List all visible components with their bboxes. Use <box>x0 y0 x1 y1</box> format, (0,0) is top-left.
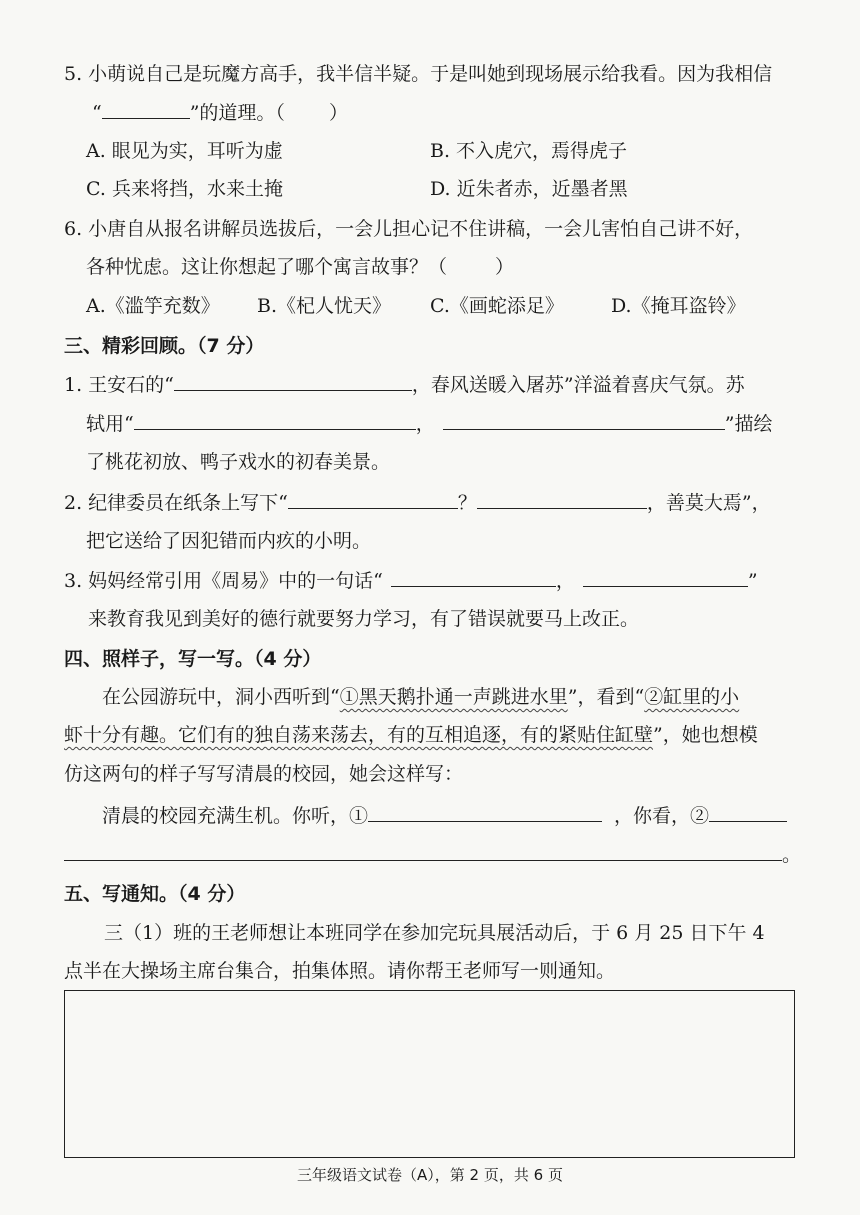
q5-option-d[interactable]: D. 近朱者赤，近墨者黑 <box>430 178 628 200</box>
q6-stem-line1: 6. 小唐自从报名讲解员选拔后，一会儿担心记不住讲稿，一会儿害怕自己讲不好， <box>64 218 754 240</box>
s4-end-period: 。 <box>782 844 802 866</box>
s3-q1-line1 <box>64 372 745 397</box>
s3-q3-prefix: 3. 妈妈经常引用《周易》中的一句话“ <box>64 570 383 592</box>
s4-example2-wavy: ②缸里的小 <box>644 686 740 708</box>
s4-para-line2 <box>64 723 758 747</box>
s4-p1-text2: ”，看到“ <box>567 686 645 708</box>
s4-answer-blank1[interactable] <box>368 803 602 822</box>
s4-p2-tail: ”，她也想模 <box>653 724 758 746</box>
s3-q1-line3: 了桃花初放、鸭子戏水的初春美景。 <box>86 451 391 473</box>
q5-quote-open: “ <box>92 102 102 124</box>
section3-title: 三、精彩回顾。（7 分） <box>64 335 265 357</box>
q6-paren-close: ） <box>495 256 515 278</box>
q6-option-b[interactable]: B.《杞人忧天》 <box>257 295 392 317</box>
s3-q2-line1 <box>64 490 771 515</box>
notice-answer-box[interactable] <box>64 990 795 1158</box>
q5-option-b[interactable]: B. 不入虎穴，焉得虎子 <box>430 140 628 162</box>
q6-option-d[interactable]: D.《掩耳盗铃》 <box>611 295 746 317</box>
s4-answer-blank2-cont[interactable] <box>64 842 782 861</box>
s3-q2-line2: 把它送给了因犯错而内疚的小明。 <box>86 530 372 552</box>
page-footer: 三年级语文试卷（A），第 2 页，共 6 页 <box>297 1166 563 1184</box>
q5-answer-blank[interactable] <box>102 100 190 119</box>
s4-p4-text2: ，你看，② <box>614 805 710 827</box>
q5-stem-line2 <box>92 100 348 125</box>
s4-p1-text: 在公园游玩中，洞小西听到“ <box>102 686 340 708</box>
q5-paren-close: ） <box>328 102 348 124</box>
q6-option-a[interactable]: A.《滥竽充数》 <box>86 295 220 317</box>
s4-answer-line1 <box>102 803 787 828</box>
s3-q1-mid: ，春风送暖入屠苏”洋溢着喜庆气氛。苏 <box>411 374 745 396</box>
s5-para-line1: 三（1）班的王老师想让本班同学在参加完玩具展活动后，于 6 月 25 日下午 4 <box>104 922 765 944</box>
s3-q2-question-mark: ？ <box>457 492 477 514</box>
s3-q2-blank1[interactable] <box>288 490 458 509</box>
s4-answer-line2 <box>64 842 801 867</box>
s3-q3-close: ” <box>747 570 758 592</box>
section4-title: 四、照样子，写一写。（4 分） <box>64 648 322 670</box>
s4-para-line1 <box>102 685 739 709</box>
s3-q1-line2 <box>86 411 772 436</box>
q6-line2-text: 各种忧虑。这让你想起了哪个寓言故事？（ <box>86 256 448 278</box>
q5-option-a[interactable]: A. 眼见为实，耳听为虚 <box>86 140 283 162</box>
s3-q2-tail: ，善莫大焉”， <box>646 492 771 514</box>
s3-q3-blank2[interactable] <box>583 568 748 587</box>
s3-q1-line2-tail: ”描绘 <box>724 413 773 435</box>
q5-line2-tail: ”的道理。（ <box>189 102 285 124</box>
s3-q1-blank1[interactable] <box>174 372 412 391</box>
section5-title: 五、写通知。（4 分） <box>64 883 246 905</box>
s3-q1-comma: ， <box>415 413 435 435</box>
s5-para-line2: 点半在大操场主席台集合，拍集体照。请你帮王老师写一则通知。 <box>64 960 616 982</box>
s3-q1-blank2[interactable] <box>134 411 416 430</box>
s3-q3-line1 <box>64 568 758 593</box>
s3-q3-line2: 来教育我见到美好的德行就要努力学习，有了错误就要马上改正。 <box>88 608 640 630</box>
s4-example1-wavy: ①黑天鹅扑通一声跳进水里 <box>339 686 568 708</box>
s4-para-line3: 仿这两句的样子写写清晨的校园，她会这样写： <box>64 763 464 785</box>
s3-q1-blank3[interactable] <box>443 411 725 430</box>
q6-option-c[interactable]: C.《画蛇添足》 <box>430 295 564 317</box>
s4-p4-text: 清晨的校园充满生机。你听，① <box>102 805 369 827</box>
s4-answer-blank2[interactable] <box>709 803 787 822</box>
q5-stem-line1: 5. 小萌说自己是玩魔方高手，我半信半疑。于是叫她到现场展示给我看。因为我相信 <box>64 63 773 85</box>
q6-stem-line2 <box>86 255 514 279</box>
s3-q2-blank2[interactable] <box>477 490 647 509</box>
s3-q2-prefix: 2. 纪律委员在纸条上写下“ <box>64 492 288 514</box>
s3-q3-blank1[interactable] <box>391 568 556 587</box>
q5-option-c[interactable]: C. 兵来将挡，水来土掩 <box>86 178 283 200</box>
s3-q1-prefix: 1. 王安石的“ <box>64 374 174 396</box>
s3-q3-comma: ， <box>555 570 575 592</box>
s4-example2-wavy-cont: 虾十分有趣。它们有的独自荡来荡去，有的互相追逐，有的紧贴住缸壁 <box>64 724 654 746</box>
s3-q1-line2-prefix: 轼用“ <box>86 413 134 435</box>
